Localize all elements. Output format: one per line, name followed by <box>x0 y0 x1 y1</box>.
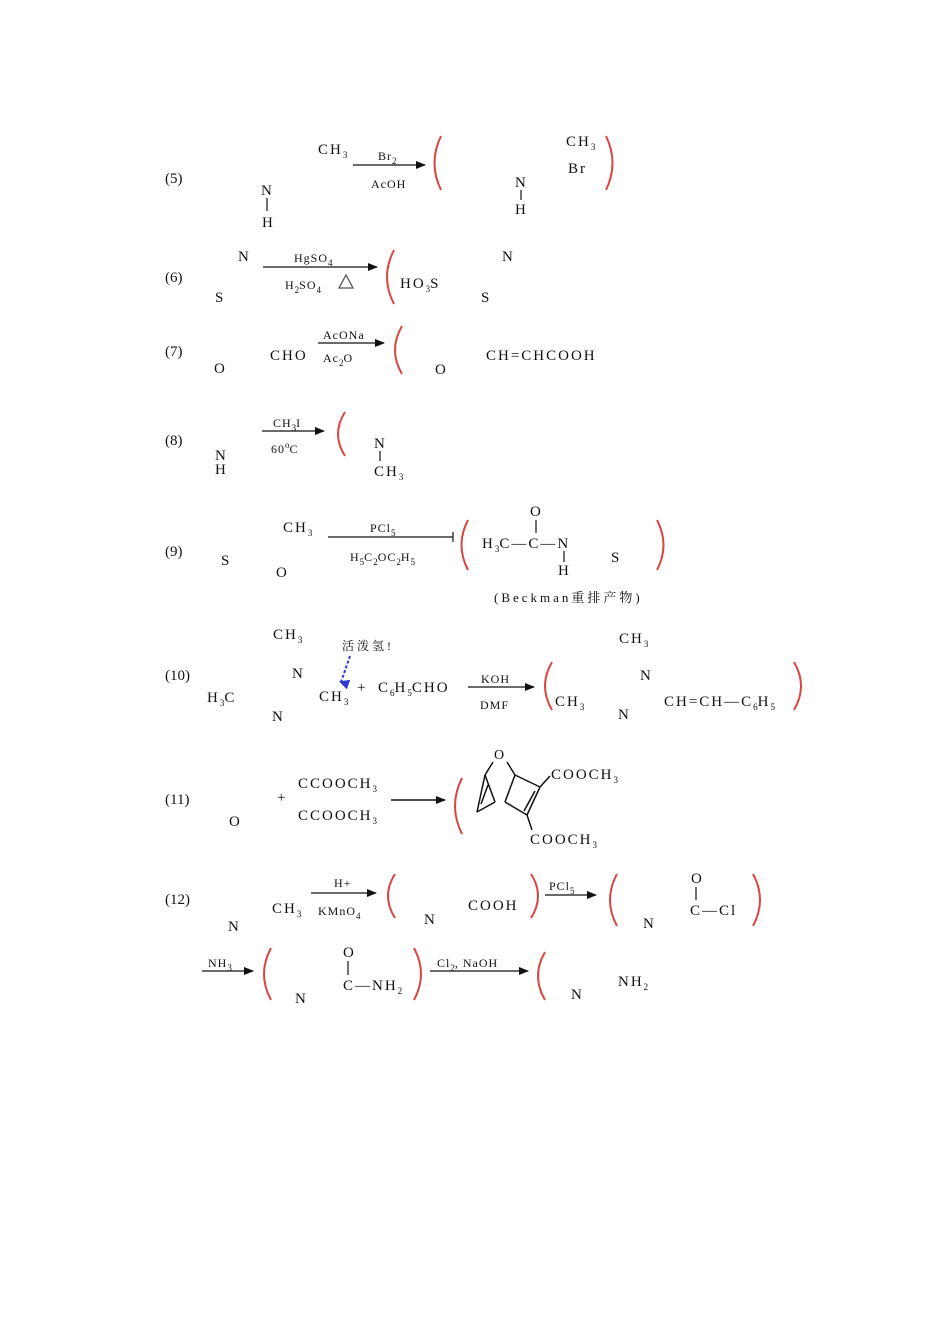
bracket-open <box>387 250 394 304</box>
atom-n: N <box>571 987 584 1003</box>
plus-sign: + <box>277 790 288 806</box>
bracket-close <box>657 520 664 570</box>
active-hydrogen-note: 活泼氢! <box>342 639 394 653</box>
atom-o: O <box>276 565 289 581</box>
formula-cho: CHO <box>270 348 308 364</box>
atom-h: H <box>215 462 228 478</box>
reaction-number: (8) <box>165 433 183 449</box>
reagent-top: PCl$_5$ <box>370 521 396 538</box>
formula-styryl: $CH=CH—C_6H_5$ <box>664 694 775 712</box>
reagent-top: PCl$_5$ <box>549 879 575 896</box>
formula-alkyne-ester: $CCOOCH_3$ <box>298 808 378 826</box>
atom-n: N <box>215 448 228 464</box>
bracket-open <box>264 948 271 1000</box>
bracket-open <box>388 874 395 918</box>
atom-n: N <box>643 916 656 932</box>
atom-o: O <box>214 361 227 377</box>
bracket-close <box>794 662 801 710</box>
formula-cooh: COOH <box>468 898 519 914</box>
atom-h: H <box>515 202 528 218</box>
reagent-top: H+ <box>334 876 352 890</box>
bracket-close <box>414 948 421 1000</box>
reagent-top: $Br_2$ <box>378 149 397 166</box>
reagent-top: KOH <box>481 672 510 686</box>
reagent-top: $CH_3I$ <box>273 416 302 433</box>
formula-alkyne-ester: $CCOOCH_3$ <box>298 776 378 794</box>
atom-n: N <box>515 175 528 191</box>
heat-triangle-icon <box>339 275 353 288</box>
formula-amide: $H_3C—C—N$ <box>482 536 571 554</box>
reaction-number: (7) <box>165 344 183 360</box>
formula-ch3: $CH_3$ <box>273 627 303 645</box>
atom-o: O <box>494 748 505 763</box>
reagent-top: HgSO$_4$ <box>294 251 333 268</box>
bracket-open <box>435 136 442 190</box>
reaction-number: (11) <box>165 792 190 808</box>
note-arrow <box>341 656 350 682</box>
atom-h: H <box>558 563 571 579</box>
formula-ch3: $CH_3$ <box>319 689 349 707</box>
bracket-close <box>606 136 613 190</box>
atom-n: N <box>502 249 515 265</box>
formula-ch3: $CH_3$ <box>283 520 313 538</box>
formula-ester: $COOCH_3$ <box>530 832 598 850</box>
reagent-bottom: KMnO$_4$ <box>318 904 361 921</box>
reagent-top: $Cl_2$, NaOH <box>437 956 499 973</box>
atom-n: N <box>261 183 274 199</box>
reaction-number: (10) <box>165 668 190 684</box>
atom-br: Br <box>568 161 587 177</box>
bracket-open <box>338 412 345 456</box>
formula-ho3s: $HO_3S$ <box>400 276 441 294</box>
atom-n: N <box>238 249 251 265</box>
atom-n: N <box>272 709 285 725</box>
bracket-open <box>455 778 462 834</box>
atom-o: O <box>691 871 704 887</box>
reagent-bottom: $H_5C_2OC_2H_5$ <box>350 550 416 567</box>
product-note: (Beckman重排产物) <box>494 590 643 605</box>
atom-o: O <box>229 814 242 830</box>
atom-h: H <box>262 215 275 231</box>
formula-ch3: $CH_3$ <box>566 134 596 152</box>
atom-s: S <box>481 290 492 306</box>
reaction-number: (12) <box>165 892 190 908</box>
atom-n: N <box>292 666 305 682</box>
atom-s: S <box>221 553 232 569</box>
bracket-close <box>531 874 538 918</box>
atom-n: N <box>618 707 631 723</box>
formula-side-chain: CH=CHCOOH <box>486 348 597 364</box>
reagent-bottom: DMF <box>480 698 510 712</box>
formula-ch3: $CH_3$ <box>318 142 348 160</box>
bracket-open <box>395 326 402 374</box>
atom-s: S <box>215 290 226 306</box>
formula-benzaldehyde: $C_6H_5CHO$ <box>378 680 450 698</box>
atom-n: N <box>228 919 241 935</box>
bracket-open <box>545 662 552 710</box>
reagent-bottom: 60$^o$C <box>271 440 299 456</box>
formula-amide: $C—NH_2$ <box>343 978 403 996</box>
formula-amine: $NH_2$ <box>618 974 649 992</box>
atom-n: N <box>424 912 437 928</box>
reagent-top: $NH_3$ <box>208 956 232 973</box>
atom-o: O <box>530 504 543 520</box>
reagent-bottom: $H_2SO_4$ <box>285 278 322 295</box>
bracket-close <box>753 874 760 926</box>
formula-ch3: $CH_3$ <box>374 464 404 482</box>
reagent-top: AcONa <box>323 328 365 342</box>
atom-o: O <box>343 945 356 961</box>
bracket-open <box>462 520 469 570</box>
formula-ch3: $CH_3$ <box>555 694 585 712</box>
atom-n: N <box>295 991 308 1007</box>
atom-n: N <box>374 436 387 452</box>
plus-sign: + <box>357 680 368 696</box>
atom-o: O <box>435 362 448 378</box>
reagent-bottom: AcOH <box>371 177 407 191</box>
reaction-number: (6) <box>165 270 183 286</box>
atom-s: S <box>611 550 622 566</box>
bracket-open <box>610 874 617 926</box>
formula-acyl-chloride: C—Cl <box>690 903 738 919</box>
formula-h3c: $H_3C$ <box>207 690 237 708</box>
formula-ch3: $CH_3$ <box>272 901 302 919</box>
atom-n: N <box>640 668 653 684</box>
bracket-open <box>538 952 545 1000</box>
formula-ch3: $CH_3$ <box>619 631 649 649</box>
reaction-number: (9) <box>165 544 183 560</box>
oxanorbornadiene-structure <box>477 762 550 830</box>
reagent-bottom: $Ac_2O$ <box>323 351 354 368</box>
formula-ester: $COOCH_3$ <box>551 767 619 785</box>
reaction-number: (5) <box>165 171 183 187</box>
